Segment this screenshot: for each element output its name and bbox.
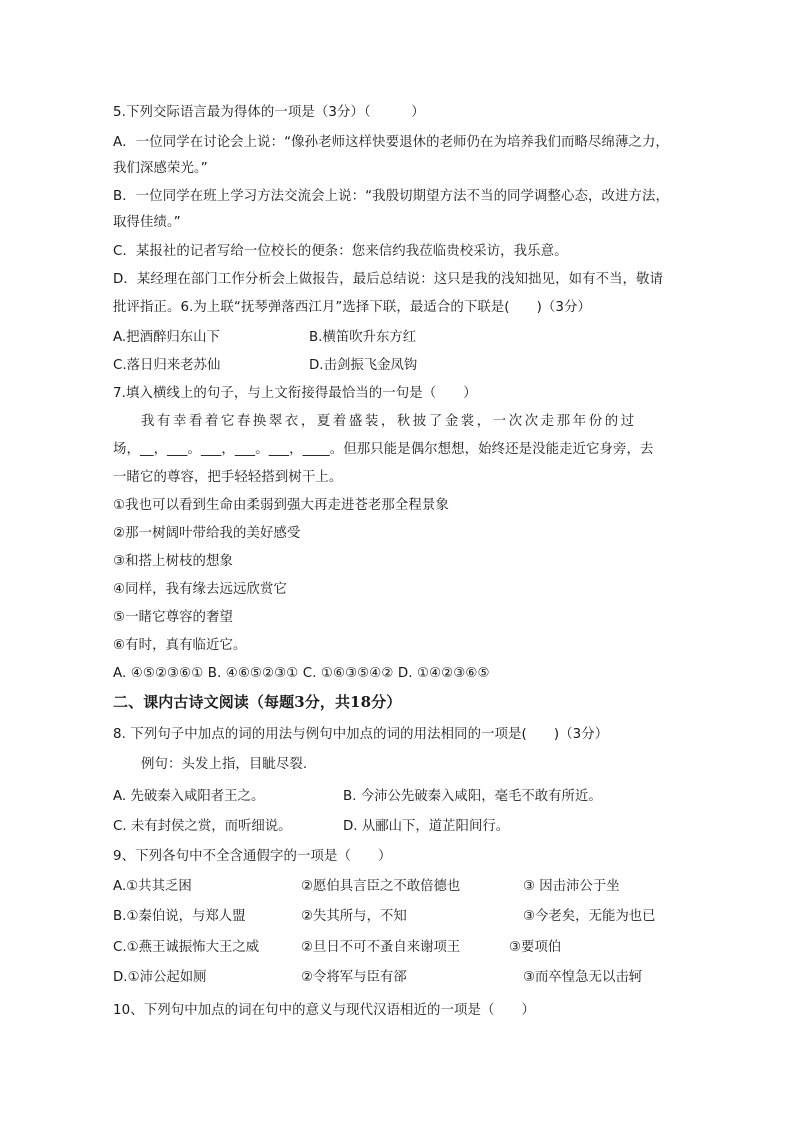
q7-passage-line3: 一睹它的尊容，把手轻轻搭到树干上。 bbox=[113, 470, 343, 485]
q6-option-b: B.横笛吹升东方红 bbox=[309, 330, 417, 345]
q9-d-item3: ③而卒惶急无以击轲 bbox=[523, 970, 643, 985]
q7-sentence-3: ③和搭上树枝的想象 bbox=[113, 554, 234, 569]
q7-sentence-1: ①我也可以看到生命由柔弱到强大再走进苍老那全程景象 bbox=[113, 498, 449, 513]
q9-b-item2: ②失其所与，不知 bbox=[301, 909, 407, 924]
q9-c-item1: C.①燕王诚振怖大王之威 bbox=[113, 940, 260, 955]
q5-option-a-line1: A．一位同学在讨论会上说：“像孙老师这样快要退休的老师仍在为培养我们而略尽绵薄之力， bbox=[113, 135, 669, 150]
q9-b-item3: ③今老矣，无能为也已 bbox=[523, 909, 656, 924]
q7-stem: 7.填入横线上的句子，与上文衔接得最恰当的一句是（ ） bbox=[113, 386, 477, 401]
q10-stem: 10、下列句中加点的词在句中的意义与现代汉语相近的一项是（ ） bbox=[113, 1003, 535, 1018]
q9-d-item2: ②令将军与臣有郤 bbox=[301, 970, 407, 985]
section-2-title: 二、课内古诗文阅读（每题3分，共18分） bbox=[113, 693, 402, 711]
q8-option-a: A. 先破秦入咸阳者王之。 bbox=[113, 789, 265, 804]
q8-option-b: B. 今沛公先破秦入咸阳，毫毛不敢有所近。 bbox=[343, 789, 602, 804]
q8-option-c: C. 未有封侯之赏，而听细说。 bbox=[113, 819, 292, 834]
q7-choices: A. ④⑤②③⑥① B. ④⑥⑤②③① C. ①⑥③⑤④② D. ①④②③⑥⑤ bbox=[113, 666, 490, 681]
q7-sentence-2: ②那一树阔叶带给我的美好感受 bbox=[113, 526, 301, 541]
q7-sentence-5: ⑤一睹它尊容的奢望 bbox=[113, 610, 234, 625]
q9-d-item1: D.①沛公起如厕 bbox=[113, 970, 207, 985]
q9-a-item3: ③ 因击沛公于坐 bbox=[523, 879, 620, 894]
q6-option-a: A.把酒醉归东山下 bbox=[113, 330, 220, 345]
q5-option-b-line1: B．一位同学在班上学习方法交流会上说：“我殷切期望方法不当的同学调整心态，改进方法， bbox=[113, 189, 669, 204]
q7-passage-line1: 我有幸看着它春换翠衣，夏着盛装，秋披了金裳，一次次走那年份的过 bbox=[141, 414, 637, 429]
q8-option-d: D. 从郦山下，道芷阳间行。 bbox=[343, 819, 510, 834]
q7-passage-line2: 场，__，___。___，___。___，____。但那只能是偶尔想想，始终还是没能走近它身旁，去 bbox=[113, 442, 654, 457]
q9-a-item2: ②愿伯具言臣之不敢倍德也 bbox=[301, 879, 461, 894]
q8-example: 例句：头发上指，目眦尽裂. bbox=[141, 757, 308, 772]
q5-option-d-line2: 批评指正。6.为上联“抚琴弹落西江月”选择下联，最适合的下联是( )（3分） bbox=[113, 300, 592, 315]
q5-option-b-line2: 取得佳绩。” bbox=[113, 215, 181, 230]
q7-sentence-4: ④同样，我有缘去远远欣赏它 bbox=[113, 582, 287, 597]
q5-option-a-line2: 我们深感荣光。” bbox=[113, 161, 208, 176]
q6-option-d: D.击剑振飞金凤钩 bbox=[309, 358, 418, 373]
q6-option-c: C.落日归来老苏仙 bbox=[113, 358, 221, 373]
q9-c-item3: ③要项伯 bbox=[509, 940, 562, 955]
q9-stem: 9、下列各句中不全含通假字的一项是（ ） bbox=[113, 849, 392, 864]
q5-stem: 5.下列交际语言最为得体的一项是（3分）（ ） bbox=[113, 105, 425, 120]
q9-a-item1: A.①共其乏困 bbox=[113, 879, 192, 894]
q9-b-item1: B.①秦伯说，与郑人盟 bbox=[113, 909, 246, 924]
q5-option-c: C．某报社的记者写给一位校长的便条：您来信约我莅临贵校采访，我乐意。 bbox=[113, 244, 568, 259]
q7-sentence-6: ⑥有时，真有临近它。 bbox=[113, 638, 247, 653]
q5-option-d-line1: D．某经理在部门工作分析会上做报告，最后总结说：这只是我的浅知拙见，如有不当，敬请 bbox=[113, 272, 664, 287]
q9-c-item2: ②旦日不可不蚤自来谢项王 bbox=[301, 940, 461, 955]
q8-stem: 8. 下列句子中加点的词的用法与例句中加点的词的用法相同的一项是( )（3分） bbox=[113, 727, 609, 742]
